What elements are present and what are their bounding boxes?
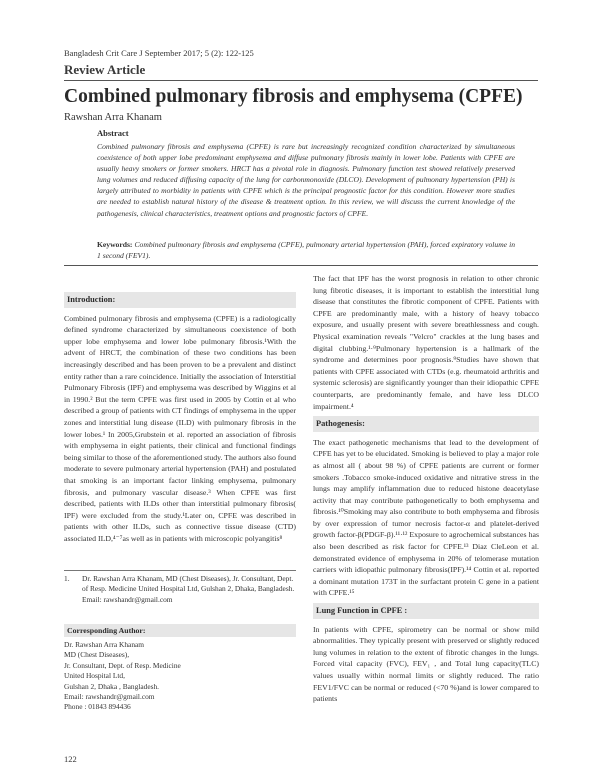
right-column	[313, 273, 539, 709]
journal-citation: Bangladesh Crit Care J September 2017; 5 (2): 122-125	[64, 48, 254, 58]
corr-email: Email: rawshandr@gmail.com	[64, 692, 155, 702]
author-name: Rawshan Arra Khanam	[64, 112, 162, 123]
corresponding-author-details	[64, 640, 296, 713]
pathogenesis-text: The exact pathogenetic mechanisms that lead to the development of CPFE has yet to be elucidated. Smoking is believed to play a major role as almost all ( about 98 %) of CPFE patients are current or former smokers .Tobacco smoke-induced oxidative and nitrative stress in the lungs may amplify inflammation due to reduced histone deacetylase activity that may contribute pathogenetically to both emphysema and fibrosis.¹⁰Smoking may also contribute to both emphysema and fibrosis by over expression of tumor necrosis factor-α and platelet-derived growth factor-β(PDGF-β).¹¹·¹² Exposure to agrochemical substances has also been described as risk factor for CPFE.¹³ Diaz CleLeon et al. demonstrated evidence of emphysema in 20% of telomerase mutation carriers with idiopathic pulmonary fibrosis(IPF).¹⁴ Cottin et al. reported a dominant mutation 173T in the surfactant protein C gene in a patient with CPFE.¹⁵	[313, 437, 539, 598]
corr-phone: Phone : 01843 894436	[64, 702, 131, 712]
abstract-text: Combined pulmonary fibrosis and emphysema (CPFE) is rare but increasingly recognized condition characterized by simultaneous coexistence of both upper lobe predominant emphysema and diffuse pulmonary fibrosis mainly in lower lobe. Patients with CPFE are usually heavy smokers or former smokers. HRCT has a pivotal role in diagnosis. Pulmonary function test showed relatively preserved lung volumes and reduced diffusing capacity of the lung for carbonmonoxide (DLCO). Development of pulmonary hypertension (PH) is largely attributed to morbidity in patients with CPFE which is the principal prognostic factor for this condition. However more studies are needed to establish natural history of the disease & treatment option. In this review, we will discuss the current knowledge of the pathogenesis, clinical characteristics, treatment options and prognostic factors of CPFE.	[97, 142, 515, 218]
left-column	[64, 292, 296, 548]
corresponding-author-heading: Corresponding Author:	[64, 624, 296, 637]
footnote-text: Dr. Rawshan Arra Khanam, MD (Chest Diseases), Jr. Consultant, Dept. of Resp. Medicine United Hospital Ltd, Gulshan 2, Dhaka, Bangladesh. Email: rawshandr@gmail.com	[82, 574, 295, 604]
corr-line: United Hospital Ltd,	[64, 671, 125, 681]
abstract-rule	[64, 265, 538, 266]
clinical-paragraph: The fact that IPF has the worst prognosis in relation to other chronic lung fibrotic diseases, it is important to establish the interstitial lung disease that constitutes the fibrotic component of CPFE. Patients with CPFE are predominantly male, with a history of heavy tobacco exposure, and usually present with severe breathlessness and cough. Physical examination reveals "Velcro" crackles at the lung bases and digital clubbing.¹·⁹Pulmonary hypertension is a hallmark of the syndrome and determines poor prognosis.⁹Studies have shown that patients with CPFE associated with CTDs (e.g. rheumatoid arthritis and systemic sclerosis) are significantly younger than their idiopathic CPFE counterparts, are predominantly female, and have less DLCO impairment.⁴	[313, 274, 539, 411]
footnote-number: 1.	[64, 574, 70, 583]
header-rule	[64, 80, 538, 81]
corr-line: Jr. Consultant, Dept. of Resp. Medicine	[64, 660, 181, 670]
article-type-label: Review Article	[64, 62, 146, 77]
introduction-text: Combined pulmonary fibrosis and emphysema (CPFE) is a radiologically defined syndrome characterized by simultaneous coexistence of both upper lobe emphysema and lower lobe pulmonary fibrosis.¹With the advent of HRCT, the combination of these two conditions has been increasingly described and has been proven to be a prevalent and distinct entity rather than a rare coincidence. Initially the association of Interstitial Pulmonary Fibrosis (IPF) and emphysema was described by Wiggins et al in 1990.² But the term CPFE was first used in 2005 by Cottin et al who described a group of patients with CT findings of emphysema in the upper zones and interstitial lung disease (ILD) with pulmonary fibrosis in the lower lobes.¹ In 2005,Grubstein et al. reported an association of fibrosis with emphysema in eight patients, their clinical and functional findings being similar to those of the aforementioned study. The authors also found moderate to severe pulmonary arterial hypertension (PAH) and postulated that smoking is an important factor linking emphysema, pulmonary fibrosis, and pulmonary vascular disease.³ When CPFE was first described, patients with ILDs other than interstitial pulmonary fibrosis( IPF) were excluded from the study.¹Later on, CPFE was described in patients with other ILDs, such as connective tissue disease (CTD) associated ILD,⁴⁻⁷as well as in patients with microscopic polyangitis⁸	[64, 313, 296, 543]
affiliation-footnote	[64, 574, 296, 605]
introduction-heading: Introduction:	[64, 292, 296, 308]
lung-function-heading: Lung Function in CPFE :	[313, 603, 539, 619]
lung-function-text: In patients with CPFE, spirometry can be normal or show mild abnormalities. They typically present with preserved or slightly reduced lung volumes in relation to the extent of fibrotic changes in the lungs. Forced vital capacity (FVC), FEV₁ , and Total lung capacity(TLC) values usually within normal limits or slightly reduced. The ratio FEV1/FVC can be normal or reduced (<70 %)and is lower compared to patients	[313, 624, 539, 704]
keywords-label: Keywords:	[97, 240, 133, 249]
abstract-heading: Abstract	[97, 128, 129, 138]
keywords	[97, 239, 515, 261]
article-title: Combined pulmonary fibrosis and emphysema (CPFE)	[64, 86, 523, 107]
footnote-rule	[64, 570, 296, 571]
corr-line: Dr. Rawshan Arra Khanam	[64, 640, 145, 649]
pathogenesis-heading: Pathogenesis:	[313, 416, 539, 432]
keywords-text: Combined pulmonary fibrosis and emphysema (CPFE), pulmonary arterial hypertension (PAH), forced expiratory volume in 1 second (FEV1).	[97, 240, 515, 261]
corr-line: Gulshan 2, Dhaka , Bangladesh.	[64, 681, 160, 691]
page-number: 122	[64, 754, 77, 764]
corresponding-author-block	[64, 624, 296, 713]
corr-line: MD (Chest Diseases),	[64, 650, 130, 660]
